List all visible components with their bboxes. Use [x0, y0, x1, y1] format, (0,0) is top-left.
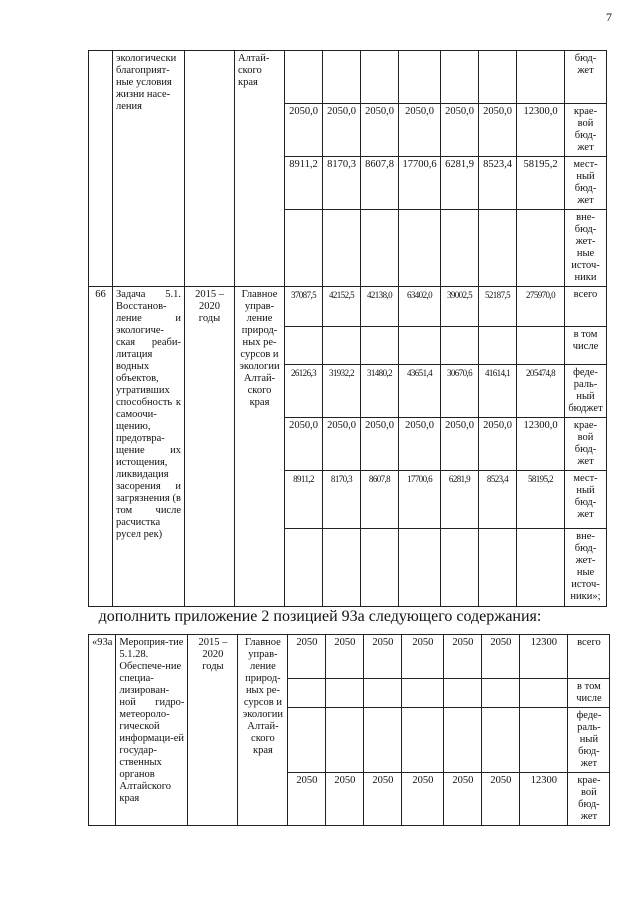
funding-source-cell: в том числе [565, 327, 607, 365]
funding-source-cell: всего [565, 287, 607, 327]
table-row [89, 635, 610, 679]
value-cell: 2050 [326, 773, 364, 826]
value-cell [364, 679, 402, 708]
value-cell [364, 708, 402, 773]
value-cell [482, 708, 520, 773]
value-cell: 2050,0 [323, 418, 361, 471]
value-cell: 17700,6 [399, 157, 441, 210]
value-cell: 8911,2 [285, 471, 323, 529]
value-cell: 6281,9 [441, 471, 479, 529]
value-cell [288, 708, 326, 773]
value-cell: 2050 [444, 635, 482, 679]
value-cell: 2050 [482, 635, 520, 679]
value-cell [479, 327, 517, 365]
value-cell [399, 529, 441, 607]
value-cell [402, 679, 444, 708]
amendment-caption: дополнить приложение 2 позицией 93а следующего содержания: [98, 608, 542, 625]
value-cell [285, 51, 323, 104]
row-number-cell [89, 51, 113, 287]
value-cell [482, 679, 520, 708]
value-cell [520, 679, 568, 708]
value-cell [479, 210, 517, 287]
value-cell [285, 210, 323, 287]
value-cell: 12300,0 [517, 418, 565, 471]
value-cell: 2050,0 [441, 418, 479, 471]
value-cell: 42152,5 [323, 287, 361, 327]
value-cell: 8607,8 [361, 157, 399, 210]
value-cell [444, 679, 482, 708]
value-cell [479, 529, 517, 607]
funding-source-cell: мест-ный бюд-жет [565, 157, 607, 210]
page-number: 7 [606, 10, 612, 24]
value-cell [520, 708, 568, 773]
value-cell: 2050 [288, 635, 326, 679]
value-cell [399, 210, 441, 287]
task-name-cell: Задача 5.1. Восстанов-ление и экологиче-ская реаби-литация водных объектов, утративших способность к самоочи-щению, предотвра-щение их истощения, ликвидация засорения и загрязнения (в том числе расчистка русел рек) [113, 287, 185, 607]
value-cell: 2050 [402, 635, 444, 679]
funding-source-cell: в том числе [568, 679, 610, 708]
funding-source-cell: мест-ный бюд-жет [565, 471, 607, 529]
value-cell: 58195,2 [517, 157, 565, 210]
value-cell [517, 529, 565, 607]
value-cell: 30670,6 [441, 365, 479, 418]
value-cell: 31480,2 [361, 365, 399, 418]
value-cell [402, 708, 444, 773]
value-cell [285, 327, 323, 365]
value-cell: 2050,0 [479, 418, 517, 471]
value-cell [326, 679, 364, 708]
executor-cell: Алтай-ского края [235, 51, 285, 287]
budget-table-93a [88, 634, 610, 826]
value-cell: 63402,0 [399, 287, 441, 327]
value-cell: 2050 [402, 773, 444, 826]
value-cell [361, 51, 399, 104]
funding-source-cell: феде-раль-ный бюд-жет [568, 708, 610, 773]
table-row [89, 287, 607, 327]
row-number-cell: «93а [89, 635, 116, 826]
value-cell: 6281,9 [441, 157, 479, 210]
budget-table-continued [88, 50, 607, 607]
value-cell: 12300 [520, 773, 568, 826]
value-cell: 2050 [288, 773, 326, 826]
value-cell [517, 51, 565, 104]
value-cell: 2050,0 [361, 418, 399, 471]
value-cell [285, 529, 323, 607]
value-cell [479, 51, 517, 104]
value-cell [441, 210, 479, 287]
funding-source-cell: феде-раль-ный бюджет [565, 365, 607, 418]
funding-source-cell: крае-вой бюд-жет [565, 104, 607, 157]
value-cell [517, 210, 565, 287]
value-cell [361, 210, 399, 287]
funding-source-cell: крае-вой бюд-жет [568, 773, 610, 826]
value-cell: 58195,2 [517, 471, 565, 529]
value-cell: 26126,3 [285, 365, 323, 418]
value-cell [444, 708, 482, 773]
value-cell: 8607,8 [361, 471, 399, 529]
value-cell: 8911,2 [285, 157, 323, 210]
value-cell [441, 327, 479, 365]
value-cell [441, 529, 479, 607]
value-cell: 205474,8 [517, 365, 565, 418]
task-name-cell: Мероприя-тие 5.1.28. Обеспече-ние специа-лизирован-ной гидро-метеороло-гической информаци-ей государ-ственных органов Алтайского края [116, 635, 188, 826]
value-cell: 8523,4 [479, 471, 517, 529]
value-cell [441, 51, 479, 104]
value-cell: 275970,0 [517, 287, 565, 327]
value-cell: 17700,6 [399, 471, 441, 529]
executor-cell: Главное управ-ление природ-ных ре-сурсов и экологии Алтай-ского края [235, 287, 285, 607]
value-cell: 2050,0 [285, 104, 323, 157]
period-cell: 2015 – 2020 годы [185, 287, 235, 607]
funding-source-cell: вне-бюд-жет-ные источ-ники»; [565, 529, 607, 607]
value-cell [517, 327, 565, 365]
value-cell: 43651,4 [399, 365, 441, 418]
value-cell: 2050,0 [399, 104, 441, 157]
value-cell [399, 51, 441, 104]
value-cell [326, 708, 364, 773]
funding-source-cell: всего [568, 635, 610, 679]
value-cell: 2050 [482, 773, 520, 826]
value-cell: 2050 [444, 773, 482, 826]
value-cell: 12300 [520, 635, 568, 679]
value-cell: 2050,0 [399, 418, 441, 471]
value-cell [323, 327, 361, 365]
value-cell: 12300,0 [517, 104, 565, 157]
value-cell [399, 327, 441, 365]
value-cell: 2050,0 [441, 104, 479, 157]
value-cell: 2050,0 [285, 418, 323, 471]
value-cell [323, 51, 361, 104]
value-cell: 8170,3 [323, 471, 361, 529]
value-cell [361, 529, 399, 607]
period-cell [185, 51, 235, 287]
funding-source-cell: бюд-жет [565, 51, 607, 104]
value-cell: 8523,4 [479, 157, 517, 210]
table-row [89, 51, 607, 104]
value-cell: 2050,0 [323, 104, 361, 157]
task-name-cell: экологически благоприят-ные условия жизни насе-ления [113, 51, 185, 287]
value-cell: 2050 [364, 773, 402, 826]
value-cell: 2050 [326, 635, 364, 679]
funding-source-cell: вне-бюд-жет-ные источ-ники [565, 210, 607, 287]
value-cell [323, 210, 361, 287]
value-cell: 31932,2 [323, 365, 361, 418]
executor-cell: Главное управ-ление природ-ных ре-сурсов и экологии Алтай-ского края [238, 635, 288, 826]
value-cell: 52187,5 [479, 287, 517, 327]
row-number-cell: 66 [89, 287, 113, 607]
value-cell: 2050,0 [361, 104, 399, 157]
value-cell: 39002,5 [441, 287, 479, 327]
value-cell: 2050,0 [479, 104, 517, 157]
value-cell [361, 327, 399, 365]
value-cell: 41614,1 [479, 365, 517, 418]
value-cell: 8170,3 [323, 157, 361, 210]
value-cell [323, 529, 361, 607]
value-cell: 37087,5 [285, 287, 323, 327]
value-cell: 2050 [364, 635, 402, 679]
value-cell [288, 679, 326, 708]
funding-source-cell: крае-вой бюд-жет [565, 418, 607, 471]
value-cell: 42138,0 [361, 287, 399, 327]
period-cell: 2015 – 2020 годы [188, 635, 238, 826]
